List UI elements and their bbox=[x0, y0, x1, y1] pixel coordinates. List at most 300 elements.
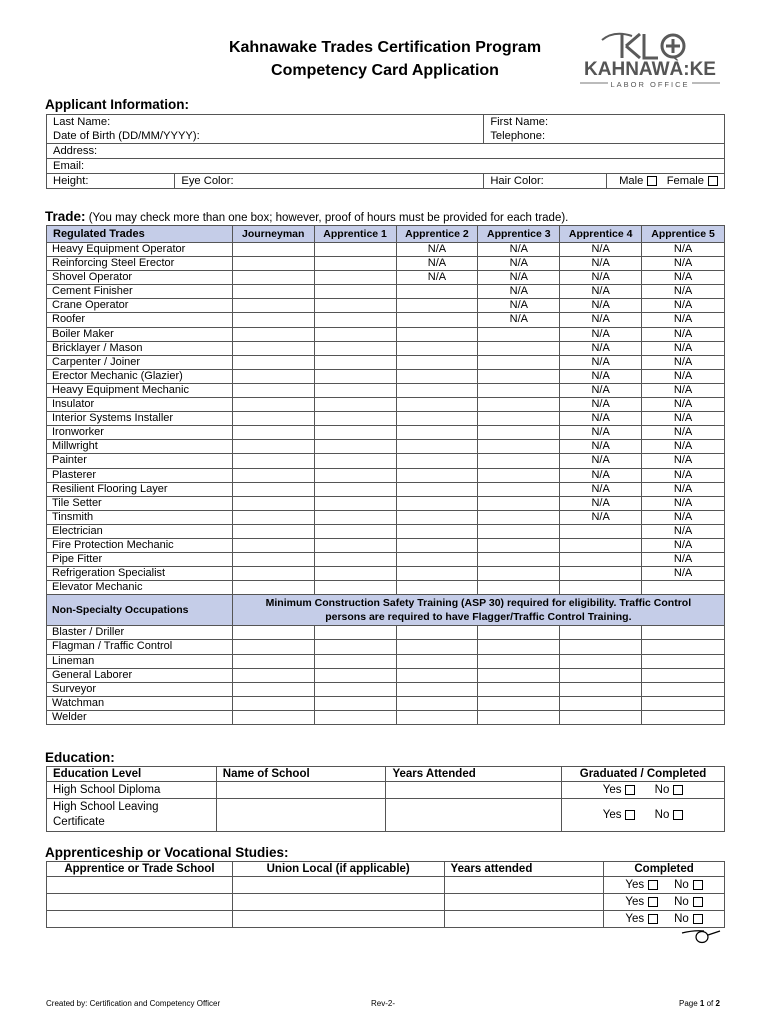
apprentice-5-cell[interactable]: N/A bbox=[642, 412, 725, 426]
apprentice-3-cell[interactable] bbox=[478, 524, 560, 538]
trade-row bbox=[47, 468, 725, 482]
apprentice-1-cell[interactable] bbox=[314, 553, 396, 567]
apprentice-3-cell[interactable]: N/A bbox=[478, 285, 560, 299]
occupation-check-cell[interactable] bbox=[642, 696, 725, 710]
apprentice-5-cell[interactable]: N/A bbox=[642, 398, 725, 412]
non-specialty-row bbox=[47, 640, 725, 654]
occupation-check-cell[interactable] bbox=[314, 626, 396, 640]
apprentice-2-cell[interactable] bbox=[396, 524, 478, 538]
female-checkbox[interactable] bbox=[708, 176, 718, 186]
email-field[interactable]: Email: bbox=[47, 159, 725, 174]
apprentice-4-cell[interactable]: N/A bbox=[560, 299, 642, 313]
apprentice-school-cell[interactable] bbox=[47, 894, 233, 911]
journeyman-cell[interactable] bbox=[232, 355, 314, 369]
completed-cell bbox=[604, 894, 725, 911]
journeyman-cell[interactable] bbox=[232, 440, 314, 454]
journeyman-cell[interactable] bbox=[232, 482, 314, 496]
apprentice-4-cell[interactable]: N/A bbox=[560, 440, 642, 454]
trade-row bbox=[47, 313, 725, 327]
apprentice-school-cell[interactable] bbox=[47, 911, 233, 928]
trade-row bbox=[47, 426, 725, 440]
apprentice-2-cell[interactable] bbox=[396, 398, 478, 412]
occupation-check-cell[interactable] bbox=[314, 682, 396, 696]
occupation-check-cell[interactable] bbox=[478, 682, 560, 696]
no-label: No bbox=[674, 913, 689, 925]
journeyman-cell[interactable] bbox=[232, 243, 314, 257]
apprentice-1-cell[interactable] bbox=[314, 468, 396, 482]
apprentice-3-cell[interactable] bbox=[478, 383, 560, 397]
apprentice-2-cell[interactable] bbox=[396, 581, 478, 595]
non-specialty-row bbox=[47, 626, 725, 640]
apprentice-1-cell[interactable] bbox=[314, 581, 396, 595]
occupation-check-cell[interactable] bbox=[560, 696, 642, 710]
apprentice-5-cell[interactable]: N/A bbox=[642, 285, 725, 299]
apprentice-4-cell[interactable] bbox=[560, 581, 642, 595]
apprentice-5-cell[interactable]: N/A bbox=[642, 383, 725, 397]
no-checkbox[interactable] bbox=[693, 880, 703, 890]
trade-name-cell: Shovel Operator bbox=[47, 271, 233, 285]
no-label: No bbox=[654, 809, 670, 821]
apprentice-1-cell[interactable] bbox=[314, 426, 396, 440]
no-label: No bbox=[674, 879, 689, 891]
hair-color-field[interactable]: Hair Color: bbox=[484, 174, 607, 189]
dob-field[interactable]: Date of Birth (DD/MM/YYYY): bbox=[47, 129, 484, 144]
yes-checkbox[interactable] bbox=[648, 880, 658, 890]
apprentice-4-cell[interactable]: N/A bbox=[560, 355, 642, 369]
occupation-check-cell[interactable] bbox=[478, 654, 560, 668]
apprentice-2-cell[interactable] bbox=[396, 327, 478, 341]
apprentice-5-cell[interactable]: N/A bbox=[642, 538, 725, 552]
apprentice-3-cell[interactable] bbox=[478, 412, 560, 426]
trade-name-cell: Tinsmith bbox=[47, 510, 233, 524]
journeyman-cell[interactable] bbox=[232, 581, 314, 595]
apprentice-3-cell[interactable] bbox=[478, 341, 560, 355]
occupation-check-cell[interactable] bbox=[232, 710, 314, 724]
apprentice-2-header: Apprentice 2 bbox=[396, 226, 478, 243]
apprentice-1-cell[interactable] bbox=[314, 482, 396, 496]
journeyman-cell[interactable] bbox=[232, 285, 314, 299]
apprentice-2-cell[interactable] bbox=[396, 454, 478, 468]
occupation-check-cell[interactable] bbox=[396, 640, 478, 654]
apprentice-1-cell[interactable] bbox=[314, 510, 396, 524]
footer-page-number bbox=[679, 999, 720, 1008]
trade-row bbox=[47, 327, 725, 341]
occupation-check-cell[interactable] bbox=[232, 668, 314, 682]
occupation-check-cell[interactable] bbox=[560, 710, 642, 724]
apprentice-3-cell[interactable] bbox=[478, 398, 560, 412]
apprentice-3-cell[interactable]: N/A bbox=[478, 243, 560, 257]
apprentice-5-cell[interactable]: N/A bbox=[642, 271, 725, 285]
apprentice-1-cell[interactable] bbox=[314, 341, 396, 355]
trade-row bbox=[47, 271, 725, 285]
apprentice-1-cell[interactable] bbox=[314, 355, 396, 369]
apprentice-1-cell[interactable] bbox=[314, 567, 396, 581]
journeyman-cell[interactable] bbox=[232, 412, 314, 426]
journeyman-cell[interactable] bbox=[232, 426, 314, 440]
trade-name-cell: Cement Finisher bbox=[47, 285, 233, 299]
apprentice-1-cell[interactable] bbox=[314, 271, 396, 285]
trade-heading-line bbox=[45, 209, 568, 224]
apprentice-4-cell[interactable]: N/A bbox=[560, 257, 642, 271]
occupation-check-cell[interactable] bbox=[232, 654, 314, 668]
apprentice-4-cell[interactable]: N/A bbox=[560, 341, 642, 355]
trade-row bbox=[47, 412, 725, 426]
journeyman-cell[interactable] bbox=[232, 369, 314, 383]
trade-row bbox=[47, 567, 725, 581]
occupation-check-cell[interactable] bbox=[478, 640, 560, 654]
occupation-check-cell[interactable] bbox=[396, 696, 478, 710]
trade-name-cell: Crane Operator bbox=[47, 299, 233, 313]
apprentice-4-cell[interactable]: N/A bbox=[560, 398, 642, 412]
occupation-check-cell[interactable] bbox=[642, 626, 725, 640]
apprentice-5-cell[interactable]: N/A bbox=[642, 567, 725, 581]
apprentice-5-cell[interactable]: N/A bbox=[642, 524, 725, 538]
apprentice-2-cell[interactable]: N/A bbox=[396, 271, 478, 285]
apprentice-5-cell[interactable] bbox=[642, 581, 725, 595]
apprentice-5-cell[interactable]: N/A bbox=[642, 327, 725, 341]
journeyman-cell[interactable] bbox=[232, 468, 314, 482]
yes-label: Yes bbox=[625, 913, 645, 925]
apprentice-5-cell[interactable]: N/A bbox=[642, 426, 725, 440]
occupation-check-cell[interactable] bbox=[642, 640, 725, 654]
apprentice-3-cell[interactable] bbox=[478, 510, 560, 524]
union-local-cell[interactable] bbox=[232, 894, 444, 911]
apprentice-1-cell[interactable] bbox=[314, 299, 396, 313]
occupation-name-cell: General Laborer bbox=[47, 668, 233, 682]
form-title: Kahnawake Trades Certification Program bbox=[228, 39, 542, 56]
trade-name-cell: Ironworker bbox=[47, 426, 233, 440]
occupation-check-cell[interactable] bbox=[314, 668, 396, 682]
education-heading: Education: bbox=[45, 750, 115, 765]
apprentice-school-cell[interactable] bbox=[47, 877, 233, 894]
occupation-check-cell[interactable] bbox=[314, 710, 396, 724]
trade-name-cell: Boiler Maker bbox=[47, 327, 233, 341]
occupation-name-cell: Flagman / Traffic Control bbox=[47, 640, 233, 654]
school-name-cell[interactable] bbox=[216, 799, 386, 832]
journeyman-cell[interactable] bbox=[232, 299, 314, 313]
apprentice-4-cell[interactable]: N/A bbox=[560, 369, 642, 383]
apprentice-2-cell[interactable] bbox=[396, 341, 478, 355]
apprentice-3-cell[interactable]: N/A bbox=[478, 257, 560, 271]
occupation-check-cell[interactable] bbox=[478, 710, 560, 724]
apprentice-3-cell[interactable]: N/A bbox=[478, 313, 560, 327]
journeyman-cell[interactable] bbox=[232, 257, 314, 271]
yes-checkbox[interactable] bbox=[648, 914, 658, 924]
occupation-check-cell[interactable] bbox=[396, 682, 478, 696]
yes-checkbox[interactable] bbox=[625, 785, 635, 795]
journeyman-cell[interactable] bbox=[232, 510, 314, 524]
kahnawake-labor-office-logo bbox=[574, 28, 724, 98]
apprentice-5-cell[interactable]: N/A bbox=[642, 496, 725, 510]
occupation-check-cell[interactable] bbox=[560, 668, 642, 682]
trade-row bbox=[47, 398, 725, 412]
apprentice-5-cell[interactable]: N/A bbox=[642, 482, 725, 496]
years-attended-header: Years attended bbox=[444, 862, 604, 877]
non-specialty-header: Non-Specialty Occupations bbox=[47, 595, 233, 626]
apprentice-4-cell[interactable]: N/A bbox=[560, 271, 642, 285]
graduated-header: Graduated / Completed bbox=[562, 767, 725, 782]
no-checkbox[interactable] bbox=[693, 897, 703, 907]
apprentice-5-cell[interactable]: N/A bbox=[642, 341, 725, 355]
years-attended-cell[interactable] bbox=[444, 911, 604, 928]
occupation-check-cell[interactable] bbox=[396, 668, 478, 682]
occupation-check-cell[interactable] bbox=[560, 626, 642, 640]
occupation-check-cell[interactable] bbox=[232, 640, 314, 654]
education-table bbox=[46, 766, 725, 832]
apprentice-1-cell[interactable] bbox=[314, 243, 396, 257]
apprentice-3-cell[interactable] bbox=[478, 454, 560, 468]
apprentice-1-header: Apprentice 1 bbox=[314, 226, 396, 243]
male-label: Male bbox=[619, 175, 644, 187]
apprentice-2-cell[interactable]: N/A bbox=[396, 257, 478, 271]
apprentice-4-cell[interactable]: N/A bbox=[560, 454, 642, 468]
female-label: Female bbox=[666, 175, 704, 187]
apprentice-3-cell[interactable] bbox=[478, 496, 560, 510]
apprentice-5-cell[interactable]: N/A bbox=[642, 313, 725, 327]
apprentice-3-cell[interactable]: N/A bbox=[478, 299, 560, 313]
union-local-cell[interactable] bbox=[232, 911, 444, 928]
non-specialty-row bbox=[47, 654, 725, 668]
apprentice-4-cell[interactable]: N/A bbox=[560, 468, 642, 482]
journeyman-cell[interactable] bbox=[232, 454, 314, 468]
journeyman-cell[interactable] bbox=[232, 553, 314, 567]
trade-name-cell: Resilient Flooring Layer bbox=[47, 482, 233, 496]
trade-name-cell: Erector Mechanic (Glazier) bbox=[47, 369, 233, 383]
apprentice-2-cell[interactable] bbox=[396, 496, 478, 510]
journeyman-cell[interactable] bbox=[232, 496, 314, 510]
apprentice-3-cell[interactable] bbox=[478, 468, 560, 482]
occupation-check-cell[interactable] bbox=[314, 640, 396, 654]
apprentice-3-cell[interactable] bbox=[478, 538, 560, 552]
apprentice-2-cell[interactable] bbox=[396, 412, 478, 426]
years-attended-cell[interactable] bbox=[386, 799, 562, 832]
gender-field bbox=[607, 174, 725, 189]
apprentice-1-cell[interactable] bbox=[314, 257, 396, 271]
no-label: No bbox=[654, 784, 670, 796]
occupation-check-cell[interactable] bbox=[560, 682, 642, 696]
occupation-check-cell[interactable] bbox=[396, 654, 478, 668]
journeyman-cell[interactable] bbox=[232, 398, 314, 412]
apprentice-3-cell[interactable] bbox=[478, 482, 560, 496]
occupation-name-cell: Lineman bbox=[47, 654, 233, 668]
years-attended-cell[interactable] bbox=[444, 877, 604, 894]
occupation-check-cell[interactable] bbox=[232, 682, 314, 696]
apprentice-1-cell[interactable] bbox=[314, 285, 396, 299]
eye-color-field[interactable]: Eye Color: bbox=[175, 174, 484, 189]
occupation-check-cell[interactable] bbox=[314, 696, 396, 710]
apprentice-5-cell[interactable]: N/A bbox=[642, 355, 725, 369]
trade-name-cell: Interior Systems Installer bbox=[47, 412, 233, 426]
trade-row bbox=[47, 581, 725, 595]
telephone-field[interactable]: Telephone: bbox=[484, 129, 725, 144]
apprentice-5-header: Apprentice 5 bbox=[642, 226, 725, 243]
occupation-check-cell[interactable] bbox=[560, 654, 642, 668]
apprentice-5-cell[interactable]: N/A bbox=[642, 553, 725, 567]
trade-name-cell: Tile Setter bbox=[47, 496, 233, 510]
apprentice-2-cell[interactable] bbox=[396, 440, 478, 454]
apprentice-2-cell[interactable] bbox=[396, 426, 478, 440]
apprentice-2-cell[interactable] bbox=[396, 369, 478, 383]
trade-row bbox=[47, 243, 725, 257]
apprentice-5-cell[interactable]: N/A bbox=[642, 510, 725, 524]
apprentice-3-cell[interactable] bbox=[478, 426, 560, 440]
apprentice-3-cell[interactable] bbox=[478, 327, 560, 341]
journeyman-cell[interactable] bbox=[232, 341, 314, 355]
journeyman-cell[interactable] bbox=[232, 383, 314, 397]
apprentice-1-cell[interactable] bbox=[314, 327, 396, 341]
apprentice-4-header: Apprentice 4 bbox=[560, 226, 642, 243]
occupation-check-cell[interactable] bbox=[642, 682, 725, 696]
apprentice-2-cell[interactable] bbox=[396, 285, 478, 299]
applicant-heading: Applicant Information: bbox=[45, 97, 189, 112]
completed-cell bbox=[604, 877, 725, 894]
apprentice-1-cell[interactable] bbox=[314, 383, 396, 397]
apprentice-3-cell[interactable] bbox=[478, 553, 560, 567]
journeyman-cell[interactable] bbox=[232, 524, 314, 538]
trade-row bbox=[47, 299, 725, 313]
completed-cell bbox=[604, 911, 725, 928]
apprentice-4-cell[interactable] bbox=[560, 524, 642, 538]
trade-row bbox=[47, 440, 725, 454]
yes-checkbox[interactable] bbox=[648, 897, 658, 907]
last-name-field[interactable]: Last Name: bbox=[47, 115, 484, 130]
page-prefix: Page bbox=[679, 999, 698, 1008]
apprentice-2-cell[interactable] bbox=[396, 482, 478, 496]
apprentice-4-cell[interactable]: N/A bbox=[560, 510, 642, 524]
apprentice-4-cell[interactable]: N/A bbox=[560, 482, 642, 496]
yes-label: Yes bbox=[602, 784, 622, 796]
applicant-table bbox=[46, 114, 725, 189]
apprentice-4-cell[interactable]: N/A bbox=[560, 496, 642, 510]
occupation-check-cell[interactable] bbox=[642, 668, 725, 682]
no-checkbox[interactable] bbox=[673, 810, 683, 820]
apprentice-1-cell[interactable] bbox=[314, 524, 396, 538]
apprentice-1-cell[interactable] bbox=[314, 398, 396, 412]
apprentice-2-cell[interactable]: N/A bbox=[396, 243, 478, 257]
first-name-field[interactable]: First Name: bbox=[484, 115, 725, 130]
occupation-check-cell[interactable] bbox=[478, 626, 560, 640]
apprentice-5-cell[interactable]: N/A bbox=[642, 369, 725, 383]
occupation-check-cell[interactable] bbox=[232, 696, 314, 710]
apprentice-4-cell[interactable] bbox=[560, 553, 642, 567]
apprentice-5-cell[interactable]: N/A bbox=[642, 299, 725, 313]
occupation-check-cell[interactable] bbox=[560, 640, 642, 654]
apprentice-1-cell[interactable] bbox=[314, 440, 396, 454]
trade-name-cell: Heavy Equipment Operator bbox=[47, 243, 233, 257]
no-checkbox[interactable] bbox=[673, 785, 683, 795]
apprentice-4-cell[interactable]: N/A bbox=[560, 285, 642, 299]
logo-text: KAHNAWÀ:KE bbox=[584, 59, 716, 80]
years-attended-header: Years Attended bbox=[386, 767, 562, 782]
apprentice-5-cell[interactable]: N/A bbox=[642, 468, 725, 482]
apprentice-3-cell[interactable] bbox=[478, 355, 560, 369]
apprentice-2-cell[interactable] bbox=[396, 538, 478, 552]
apprentice-2-cell[interactable] bbox=[396, 299, 478, 313]
male-checkbox[interactable] bbox=[647, 176, 657, 186]
years-attended-cell[interactable] bbox=[444, 894, 604, 911]
apprentice-5-cell[interactable]: N/A bbox=[642, 440, 725, 454]
page-current: 1 bbox=[699, 999, 705, 1008]
occupation-check-cell[interactable] bbox=[642, 710, 725, 724]
apprentice-2-cell[interactable] bbox=[396, 567, 478, 581]
apprentice-1-cell[interactable] bbox=[314, 496, 396, 510]
apprentice-1-cell[interactable] bbox=[314, 454, 396, 468]
trade-name-cell: Bricklayer / Mason bbox=[47, 341, 233, 355]
graduated-cell bbox=[562, 782, 725, 799]
apprentice-2-cell[interactable] bbox=[396, 468, 478, 482]
apprentice-3-cell[interactable]: N/A bbox=[478, 271, 560, 285]
apprentice-2-cell[interactable] bbox=[396, 355, 478, 369]
apprentice-5-cell[interactable]: N/A bbox=[642, 257, 725, 271]
journeyman-cell[interactable] bbox=[232, 567, 314, 581]
occupation-check-cell[interactable] bbox=[642, 654, 725, 668]
regulated-trades-header: Regulated Trades bbox=[47, 226, 233, 243]
apprentice-1-cell[interactable] bbox=[314, 313, 396, 327]
apprentice-5-cell[interactable]: N/A bbox=[642, 243, 725, 257]
union-local-cell[interactable] bbox=[232, 877, 444, 894]
school-name-header: Name of School bbox=[216, 767, 386, 782]
occupation-check-cell[interactable] bbox=[478, 668, 560, 682]
occupation-check-cell[interactable] bbox=[314, 654, 396, 668]
apprentice-5-cell[interactable]: N/A bbox=[642, 454, 725, 468]
occupation-check-cell[interactable] bbox=[396, 626, 478, 640]
trade-table bbox=[46, 225, 725, 725]
apprentice-3-cell[interactable] bbox=[478, 581, 560, 595]
apprentice-2-cell[interactable] bbox=[396, 510, 478, 524]
occupation-check-cell[interactable] bbox=[232, 626, 314, 640]
yes-checkbox[interactable] bbox=[625, 810, 635, 820]
occupation-check-cell[interactable] bbox=[396, 710, 478, 724]
form-subtitle: Competency Card Application bbox=[271, 62, 499, 79]
journeyman-cell[interactable] bbox=[232, 271, 314, 285]
apprentice-1-cell[interactable] bbox=[314, 538, 396, 552]
apprentice-4-cell[interactable]: N/A bbox=[560, 327, 642, 341]
occupation-name-cell: Blaster / Driller bbox=[47, 626, 233, 640]
apprentice-1-cell[interactable] bbox=[314, 369, 396, 383]
journeyman-cell[interactable] bbox=[232, 313, 314, 327]
journeyman-cell[interactable] bbox=[232, 538, 314, 552]
occupation-check-cell[interactable] bbox=[478, 696, 560, 710]
apprentice-2-cell[interactable] bbox=[396, 383, 478, 397]
apprentice-3-cell[interactable] bbox=[478, 369, 560, 383]
address-field[interactable]: Address: bbox=[47, 144, 725, 159]
apprentice-2-cell[interactable] bbox=[396, 313, 478, 327]
footer-created-by: Created by: Certification and Competency Officer bbox=[46, 999, 221, 1008]
journeyman-cell[interactable] bbox=[232, 327, 314, 341]
apprentice-4-cell[interactable]: N/A bbox=[560, 383, 642, 397]
apprentice-4-cell[interactable] bbox=[560, 567, 642, 581]
non-specialty-row bbox=[47, 682, 725, 696]
apprentice-4-cell[interactable]: N/A bbox=[560, 412, 642, 426]
yes-label: Yes bbox=[602, 809, 622, 821]
trade-row bbox=[47, 553, 725, 567]
apprentice-4-cell[interactable]: N/A bbox=[560, 313, 642, 327]
years-attended-cell[interactable] bbox=[386, 782, 562, 799]
apprentice-2-cell[interactable] bbox=[396, 553, 478, 567]
non-specialty-row bbox=[47, 696, 725, 710]
height-field[interactable]: Height: bbox=[47, 174, 175, 189]
no-checkbox[interactable] bbox=[693, 914, 703, 924]
initials-mark bbox=[680, 927, 722, 950]
apprentice-4-cell[interactable]: N/A bbox=[560, 426, 642, 440]
apprentice-3-cell[interactable] bbox=[478, 440, 560, 454]
page-of: of bbox=[706, 999, 714, 1008]
apprentice-1-cell[interactable] bbox=[314, 412, 396, 426]
apprentice-4-cell[interactable] bbox=[560, 538, 642, 552]
apprentice-4-cell[interactable]: N/A bbox=[560, 243, 642, 257]
apprentice-3-cell[interactable] bbox=[478, 567, 560, 581]
school-name-cell[interactable] bbox=[216, 782, 386, 799]
